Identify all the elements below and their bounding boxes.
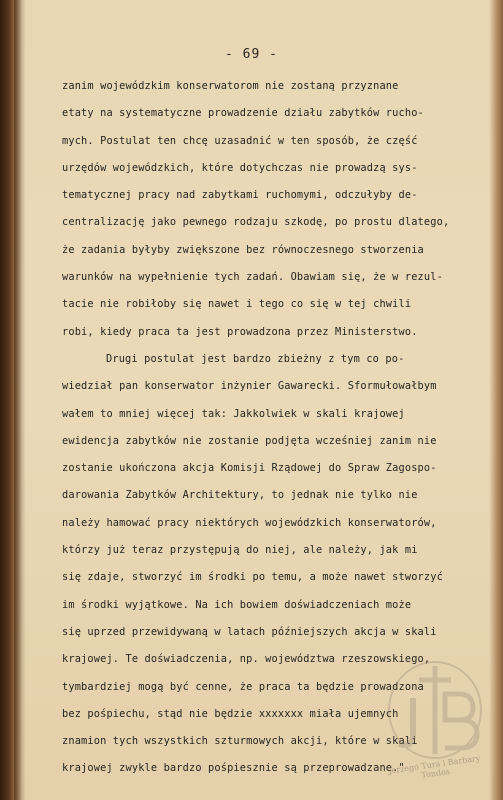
- text-line: zostanie ukończona akcja Komisji Rządowej do Spraw Zagospo-: [62, 462, 437, 475]
- text-line: wałem to mniej więcej tak: Jakkolwiek w skali krajowej: [62, 407, 405, 420]
- text-line: zanim wojewódzkim konserwatorom nie zostaną przyznane: [62, 80, 399, 92]
- text-line: znamion tych wszystkich szturmowych akcji, które w skali: [62, 735, 418, 748]
- text-line: krajowej. Te doświadczenia, np. województwa rzeszowskiego,: [62, 653, 431, 666]
- text-line: mych. Postulat ten chcę uzasadnić w ten sposób, że część: [62, 134, 418, 147]
- gutter-shadow: [14, 0, 26, 800]
- text-line: się uprzed przewidywaną w latach późniejszych akcja w skali: [62, 625, 437, 638]
- text-line: się zdaje, stworzyć im środki po temu, a może nawet stworzyć: [62, 571, 443, 584]
- page-number: - 69 -: [225, 47, 278, 62]
- text-line: że zadania byłyby zwiększone bez równoczesnego stworzenia: [62, 243, 424, 256]
- watermark-caption: Jerzego Tura i Barbary Tondos: [387, 753, 481, 780]
- text-line: im środki wyjątkowe. Na ich bowiem doświadczeniach może: [62, 598, 412, 611]
- text-line: robi, kiedy praca ta jest prowadzona przez Ministerstwo.: [62, 325, 418, 338]
- page-right-edge: [489, 0, 503, 800]
- text-line: ewidencja zabytków nie zostanie podjęta wcześniej zanim nie: [62, 434, 437, 447]
- text-line: bez pośpiechu, stąd nie będzie xxxxxxx miała ujemnych: [62, 707, 399, 720]
- paragraph-start-line: Drugi postulat jest bardzo zbieżny z tym co po-: [106, 352, 405, 365]
- text-line: etaty na systematyczne prowadzenie działu zabytków rucho-: [62, 107, 424, 120]
- text-line: warunków na wypełnienie tych zadań. Obawiam się, że w rezul-: [62, 271, 443, 284]
- text-line: wiedział pan konserwator inżynier Gawarecki. Sformułowałbym: [62, 380, 437, 393]
- text-line: tymbardziej mogą być cenne, że praca ta będzie prowadzona: [62, 680, 424, 693]
- jt-monogram-watermark: [385, 658, 485, 762]
- text-line: tacie nie robiłoby się nawet i tego co się w tej chwili: [62, 298, 412, 311]
- text-line: tematycznej pracy nad zabytkami ruchomymi, odczułyby de-: [62, 189, 418, 202]
- text-line: darowania Zabytków Architektury, to jednak nie tylko nie: [62, 489, 418, 502]
- text-line: należy hamować pracy niektórych wojewódzkich konserwatorów,: [62, 516, 437, 529]
- text-line: krajowej zwykle bardzo pośpiesznie są przeprowadzane.": [62, 762, 405, 775]
- text-line: centralizację jako pewnego rodzaju szkodę, po prostu dlatego,: [62, 216, 450, 229]
- text-line: urzędów wojewódzkich, które dotychczas nie prowadzą sys-: [62, 161, 418, 174]
- text-line: którzy już teraz przystępują do niej, ale należy, jak mi: [62, 544, 418, 557]
